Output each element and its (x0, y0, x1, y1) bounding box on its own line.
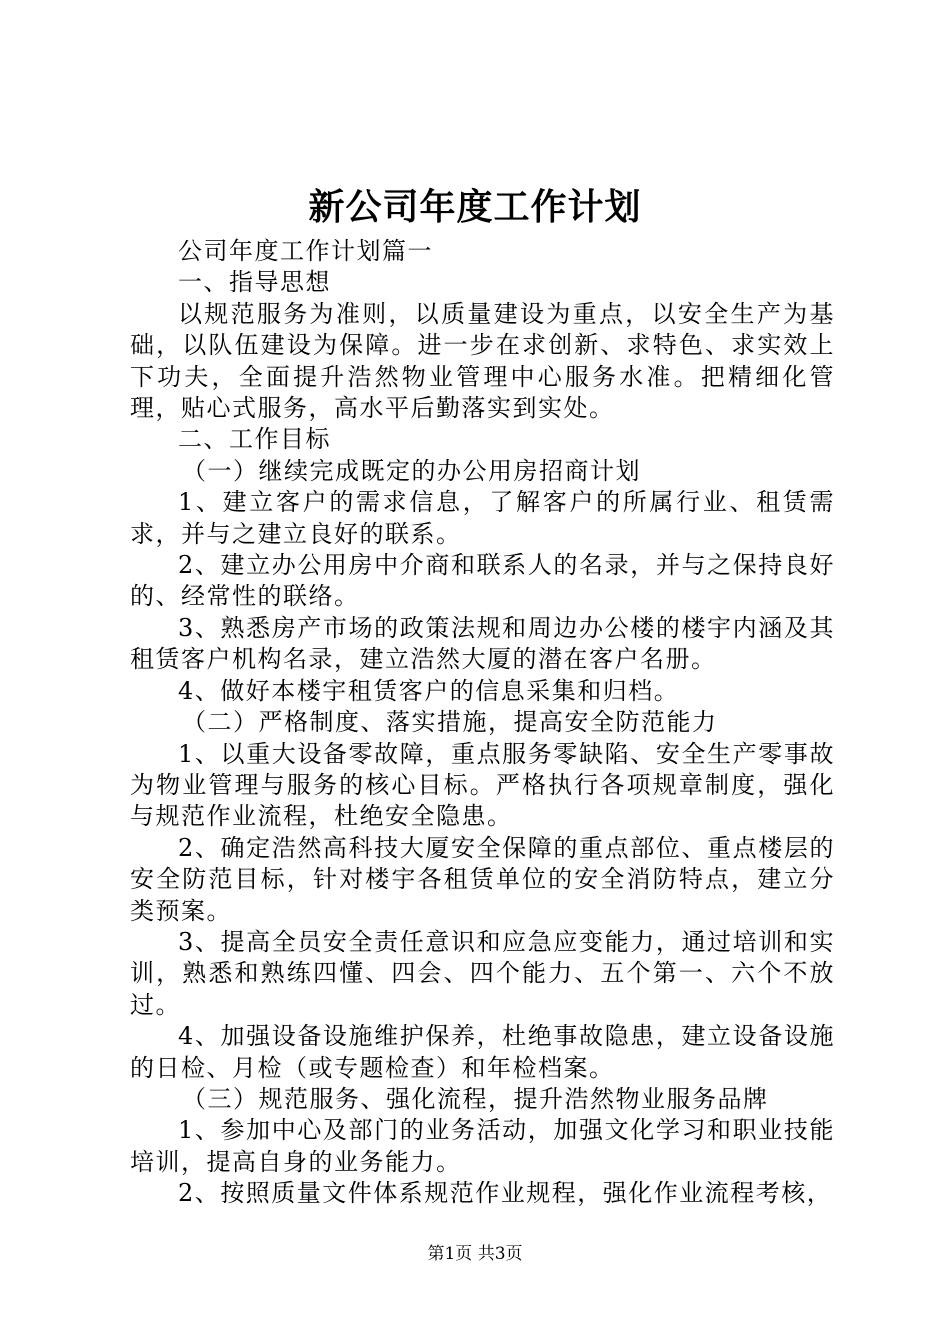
list-item: 2、按照质量文件体系规范作业规程，强化作业流程考核， (178, 1179, 833, 1208)
sub-heading: （二）严格制度、落实措施，提高安全防范能力 (182, 708, 718, 737)
list-item: 4、做好本楼宇租赁客户的信息采集和归档。 (178, 676, 680, 705)
list-item: 2、建立办公用房中介商和联系人的名录，并与之保持良好的、经常性的联络。 (130, 551, 835, 611)
list-item: 3、提高全员安全责任意识和应急应变能力，通过培训和实训，熟悉和熟练四懂、四会、四个能力、五个第一、六个不放过。 (130, 927, 835, 1019)
document-title: 新公司年度工作计划 (308, 186, 642, 228)
paragraph: 以规范服务为准则，以质量建设为重点，以安全生产为基础，以队伍建设为保障。进一步在求创新、求特色、求实效上下功夫，全面提升浩然物业管理中心服务水准。把精细化管理，贴心式服务，高水平后勤落实到实处。 (130, 299, 835, 423)
heading-guiding-thought: 一、指导思想 (178, 268, 331, 297)
section-heading: 公司年度工作计划篇一 (178, 237, 433, 265)
sub-heading: （三）规范服务、强化流程，提升浩然物业服务品牌 (182, 1084, 769, 1113)
list-item: 2、确定浩然高科技大厦安全保障的重点部位、重点楼层的安全防范目标，针对楼宇各租赁单位的安全消防特点，建立分类预案。 (130, 833, 835, 925)
sub-heading: （一）继续完成既定的办公用房招商计划 (182, 456, 641, 485)
page-footer: 第1页 共3页 (427, 1244, 523, 1264)
list-item: 4、加强设备设施维护保养，杜绝事故隐患，建立设备设施的日检、月检（或专题检查）和年检档案。 (130, 1022, 835, 1082)
list-item: 3、熟悉房产市场的政策法规和周边办公楼的楼宇内涵及其租赁客户机构名录，建立浩然大厦的潜在客户名册。 (130, 613, 835, 674)
list-item: 1、以重大设备零故障，重点服务零缺陷、安全生产零事故为物业管理与服务的核心目标。严格执行各项规章制度，强化与规范作业流程，杜绝安全隐患。 (130, 739, 835, 831)
document-body (130, 236, 835, 1210)
list-item: 1、参加中心及部门的业务活动，加强文化学习和职业技能培训，提高自身的业务能力。 (130, 1116, 835, 1176)
heading-work-goals: 二、工作目标 (178, 425, 331, 454)
list-item: 1、建立客户的需求信息，了解客户的所属行业、租赁需求，并与之建立良好的联系。 (130, 488, 835, 548)
